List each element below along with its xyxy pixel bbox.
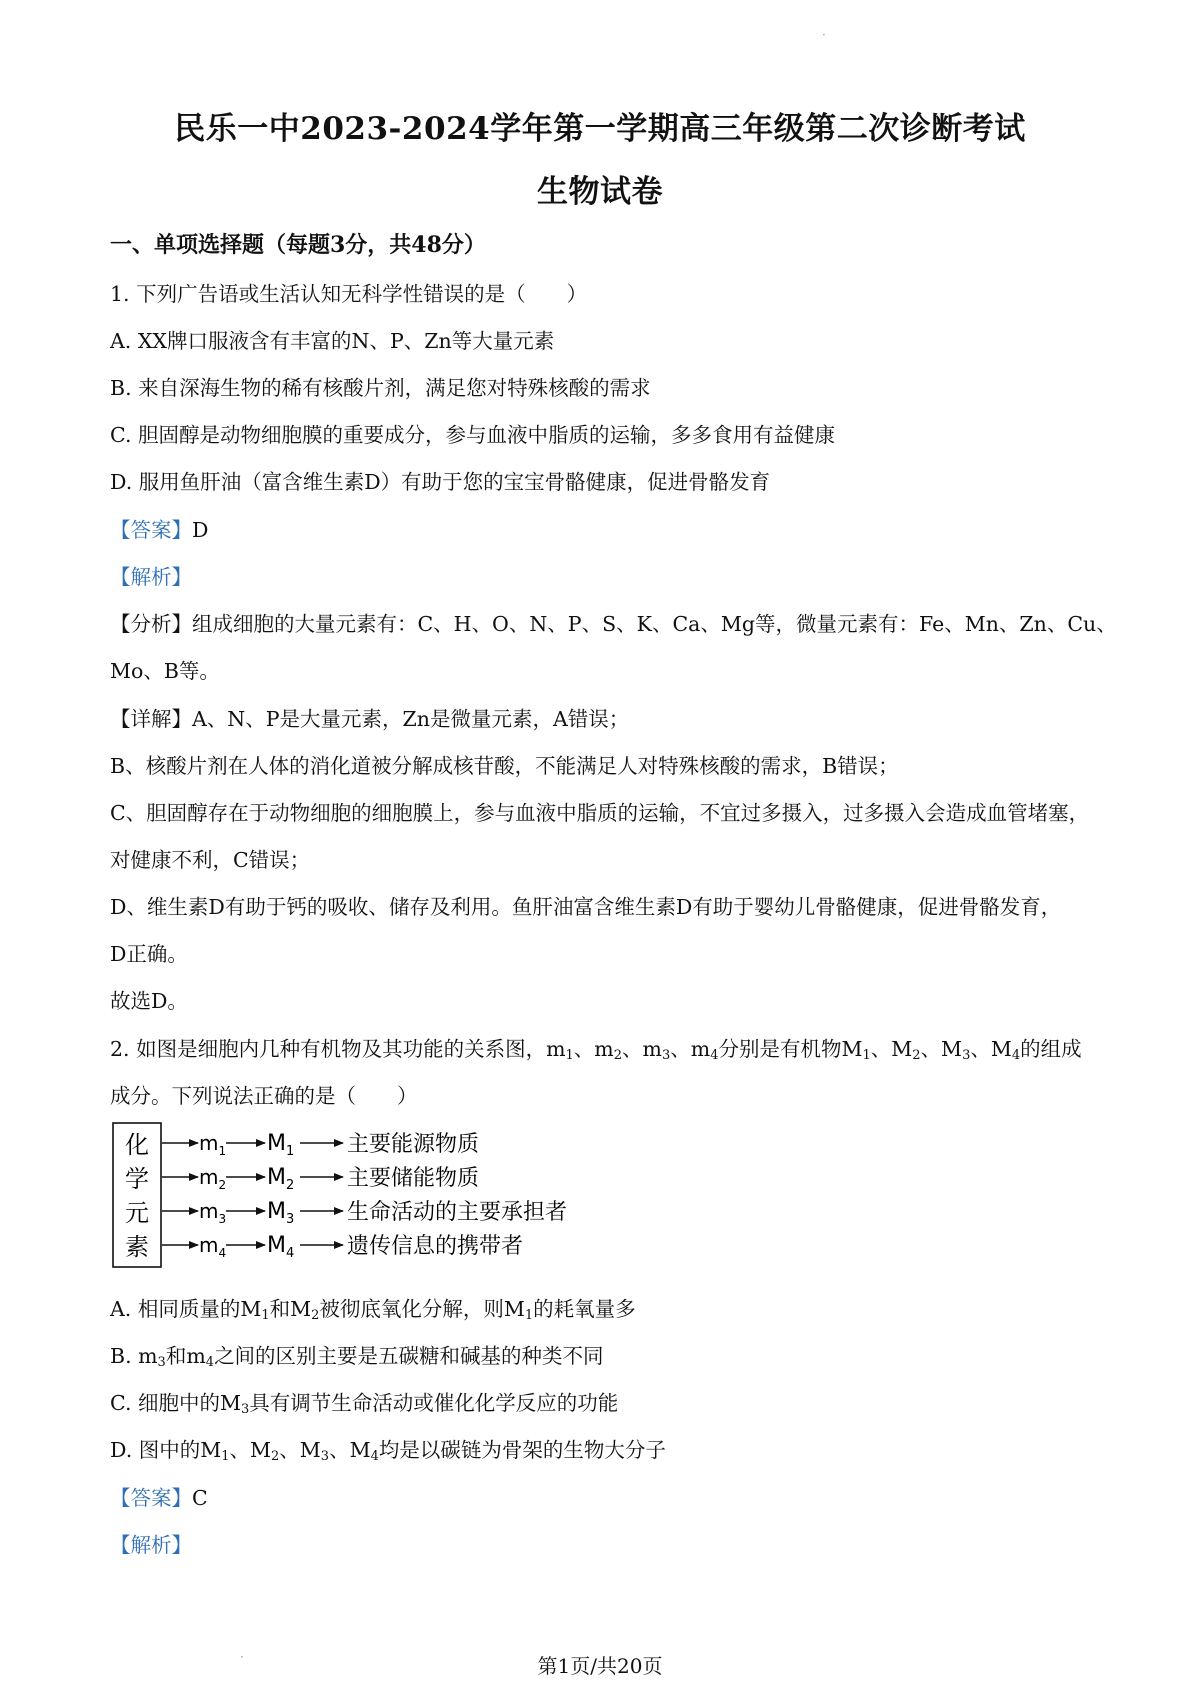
question-1-xiangjie — [110, 702, 1100, 732]
fenxi-text: 组成细胞的大量元素有：C、H、O、N、P、S、K、Ca、Mg等，微量元素有：Fe、Mn、Zn、Cu、 — [192, 612, 1117, 636]
stem-text: 、M — [920, 1037, 963, 1061]
sub: 1 — [862, 1048, 871, 1063]
monomer-label: $m_2$ — [199, 1165, 227, 1192]
sub: 1 — [524, 1308, 534, 1323]
macromolecule-label: $M_3$ — [267, 1199, 295, 1227]
sub: 2 — [271, 1449, 280, 1464]
function-label: 生命活动的主要承担者 — [347, 1200, 568, 1225]
question-1-option-d: D. 服用鱼肝油（富含维生素D）有助于您的宝宝骨骼健康，促进骨骼发育 — [110, 470, 771, 494]
macromolecule-label: $M_2$ — [267, 1165, 295, 1193]
page-number: 第1页/共20页 — [537, 1654, 663, 1678]
question-2-option-d — [110, 1433, 1100, 1463]
question-1-stem: 1. 下列广告语或生活认知无科学性错误的是（ ） — [110, 282, 588, 306]
sub: 3 — [962, 1048, 971, 1063]
macromolecule-label: $M_1$ — [267, 1131, 295, 1159]
sub: 3 — [320, 1449, 330, 1464]
analysis-tag: 【解析】 — [110, 1533, 192, 1557]
option-text: 具有调节生命活动或催化化学反应的功能 — [249, 1391, 619, 1415]
stem-text: 、M — [870, 1037, 913, 1061]
xiangjie-d1: D、维生素D有助于钙的吸收、储存及利用。鱼肝油富含维生素D有助于婴幼儿骨骼健康，促进骨骼发育， — [110, 895, 1062, 919]
sub: 2 — [613, 1048, 623, 1063]
page-subtitle: 生物试卷 — [537, 174, 663, 210]
question-1-option-a: A. XX牌口服液含有丰富的N、P、Zn等大量元素 — [110, 329, 555, 353]
sub: 2 — [912, 1048, 921, 1063]
macromolecule-label: $M_4$ — [267, 1233, 295, 1261]
stem-text: 的组成 — [1020, 1037, 1082, 1061]
question-2-option-c — [110, 1386, 1100, 1416]
box-char: 学 — [125, 1165, 149, 1193]
question-1-option-b: B. 来自深海生物的稀有核酸片剂，满足您对特殊核酸的需求 — [110, 376, 651, 400]
box-char: 元 — [125, 1199, 149, 1227]
monomer-label: $m_3$ — [199, 1199, 227, 1226]
function-label: 遗传信息的携带者 — [347, 1234, 524, 1259]
monomer-label: $m_4$ — [199, 1233, 227, 1260]
stem-text: 、M — [970, 1037, 1012, 1061]
xiangjie-b: B、核酸片剂在人体的消化道被分解成核苷酸，不能满足人对特殊核酸的需求，B错误； — [110, 754, 899, 778]
xiangjie-a: A、N、P是大量元素，Zn是微量元素，A错误； — [192, 707, 630, 731]
option-text: 的耗氧量多 — [533, 1297, 636, 1321]
stem-text: 、m — [573, 1037, 614, 1061]
page-speck: · — [822, 28, 826, 42]
stem-text: 、m — [622, 1037, 662, 1061]
stem-text: 2. 如图是细胞内几种有机物及其功能的关系图，m — [110, 1037, 566, 1061]
option-text: 和M — [269, 1297, 312, 1321]
option-text: 、M — [229, 1438, 272, 1462]
sub: 4 — [710, 1048, 719, 1063]
question-1-conclusion: 故选D。 — [110, 989, 188, 1013]
function-label: 主要能源物质 — [347, 1132, 480, 1157]
sub: 4 — [370, 1449, 379, 1464]
sub: 4 — [1011, 1048, 1021, 1063]
sub: 1 — [565, 1048, 574, 1063]
option-text: D. 图中的M — [110, 1438, 222, 1462]
function-label: 主要储能物质 — [347, 1166, 480, 1191]
question-1-answer — [110, 513, 1100, 543]
option-text: 和m — [165, 1344, 206, 1368]
organic-matter-diagram — [110, 1120, 630, 1270]
answer-value: C — [192, 1486, 208, 1510]
section-heading: 一、单项选择题（每题3分，共48分） — [110, 232, 486, 258]
question-2-stem-cont: 成分。下列说法正确的是（ ） — [110, 1084, 418, 1108]
page-speck: · — [240, 1650, 244, 1664]
sub: 1 — [261, 1308, 270, 1323]
analysis-tag: 【解析】 — [110, 565, 192, 589]
question-1-fenxi-cont: Mo、B等。 — [110, 659, 220, 683]
stem-text: 分别是有机物M — [718, 1037, 863, 1061]
fenxi-tag: 【分析】 — [110, 612, 192, 636]
option-text: 、M — [279, 1438, 321, 1462]
xiangjie-d2: D正确。 — [110, 942, 188, 966]
option-text: 、M — [329, 1438, 371, 1462]
sub: 3 — [240, 1402, 250, 1417]
sub: 3 — [661, 1048, 671, 1063]
xiangjie-tag: 【详解】 — [110, 707, 192, 731]
option-text: 均是以碳链为骨架的生物大分子 — [378, 1438, 666, 1462]
option-text: C. 细胞中的M — [110, 1391, 241, 1415]
page-title: 民乐一中2023-2024学年第一学期高三年级第二次诊断考试 — [174, 111, 1026, 147]
option-text: 之间的区别主要是五碳糖和碱基的种类不同 — [214, 1344, 604, 1368]
answer-value: D — [192, 518, 209, 542]
sub: 3 — [157, 1355, 166, 1370]
box-char: 素 — [125, 1233, 149, 1261]
sub: 2 — [311, 1308, 320, 1323]
xiangjie-c1: C、胆固醇存在于动物细胞的细胞膜上，参与血液中脂质的运输，不宜过多摄入，过多摄入会造成血管堵塞， — [110, 801, 1090, 825]
xiangjie-c2: 对健康不利，C错误； — [110, 848, 311, 872]
monomer-label: $m_1$ — [199, 1131, 227, 1158]
question-1-option-c: C. 胆固醇是动物细胞膜的重要成分，参与血液中脂质的运输，多多食用有益健康 — [110, 423, 835, 447]
question-2-stem — [110, 1032, 1100, 1062]
option-text: B. m — [110, 1344, 158, 1368]
question-1-fenxi — [110, 607, 1117, 637]
box-char: 化 — [125, 1131, 149, 1159]
question-2-option-b — [110, 1339, 1100, 1369]
sub: 1 — [221, 1449, 230, 1464]
option-text: 被彻底氧化分解，则M — [319, 1297, 525, 1321]
stem-text: 、m — [670, 1037, 711, 1061]
question-2-answer — [110, 1481, 1100, 1511]
option-text: A. 相同质量的M — [110, 1297, 262, 1321]
answer-tag: 【答案】 — [110, 518, 192, 542]
sub: 4 — [205, 1355, 215, 1370]
question-2-option-a — [110, 1292, 1100, 1322]
answer-tag: 【答案】 — [110, 1486, 192, 1510]
